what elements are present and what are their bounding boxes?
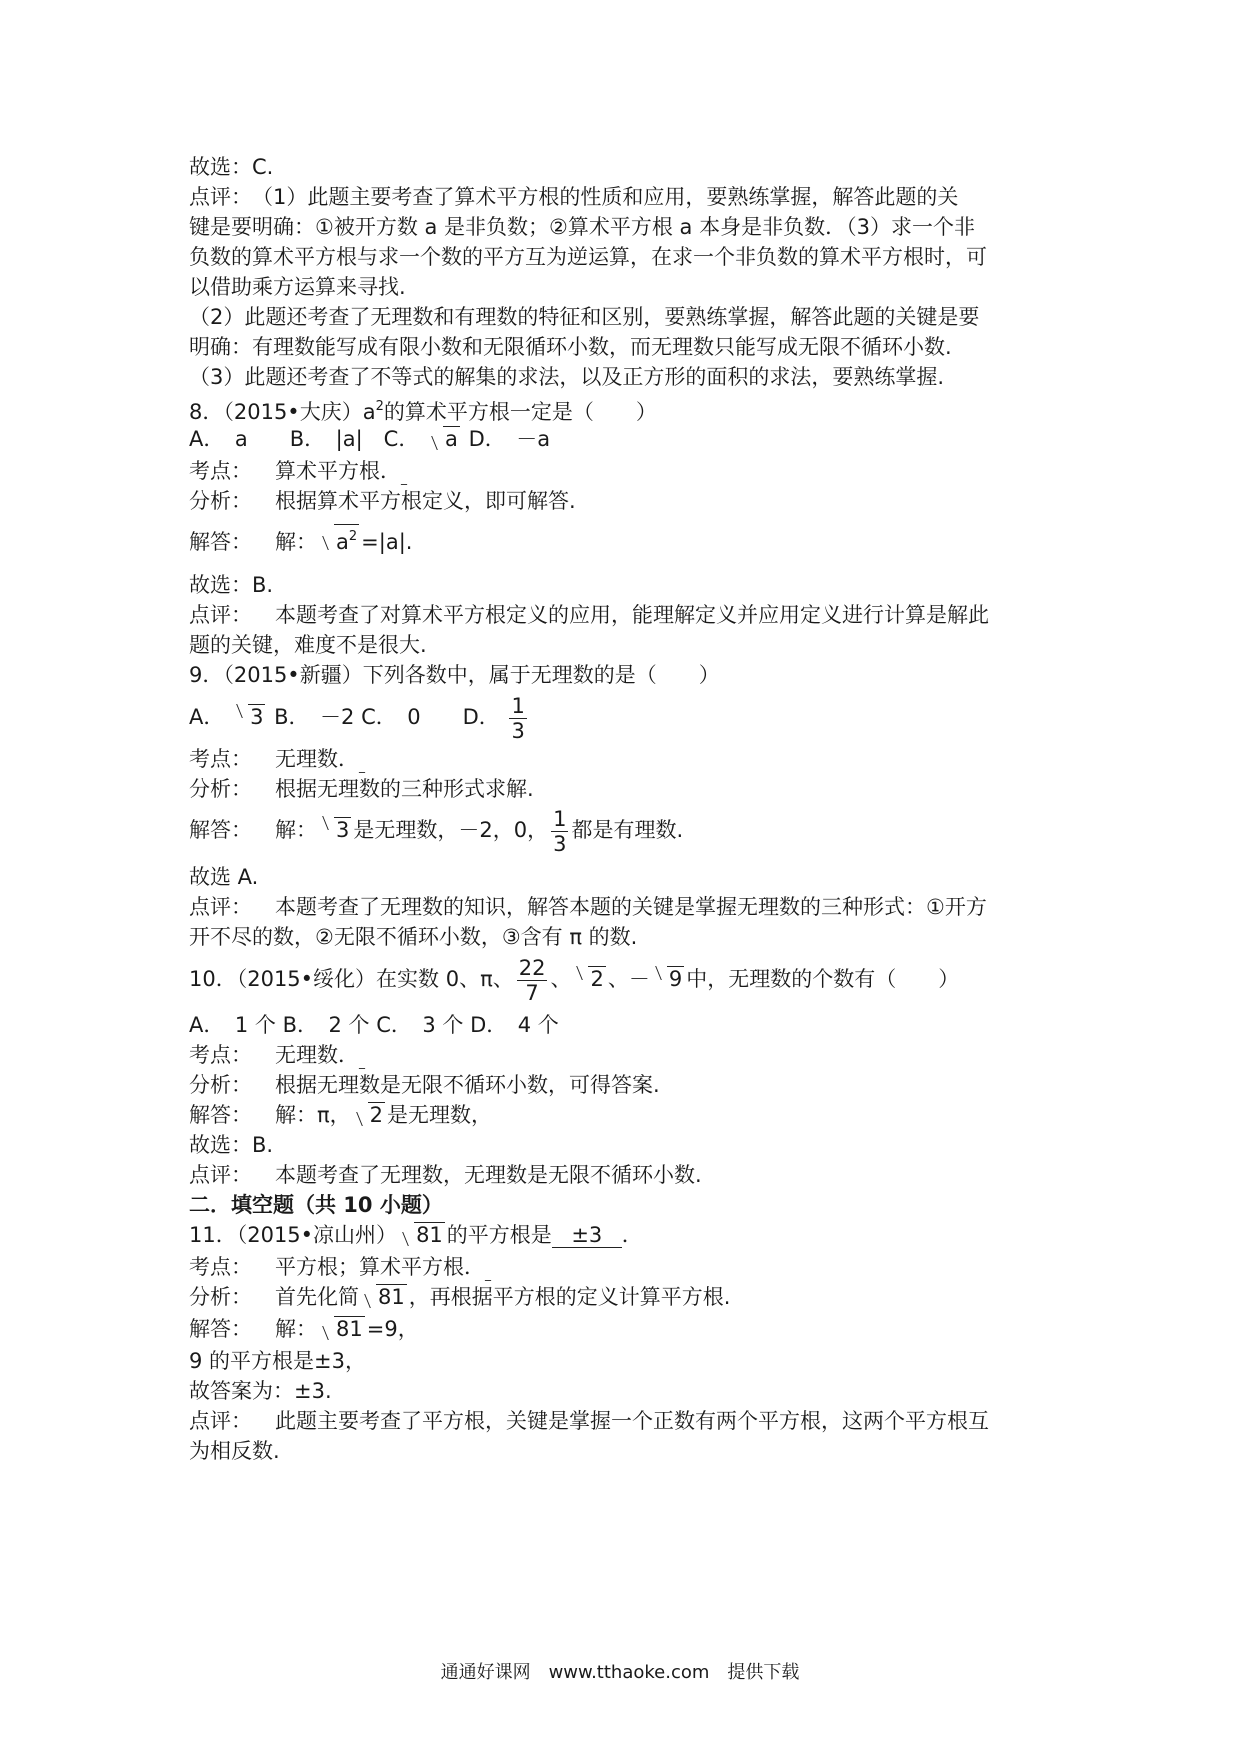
q8-stem-prefix: 8．（2015•大庆）a: [189, 400, 376, 424]
sqrt-symbol: [399, 1220, 445, 1250]
fenxi-prefix: 首先化简: [275, 1285, 359, 1309]
fenxi-suffix: ，再根据平方根的定义计算平方根.: [408, 1285, 731, 1309]
radicand: a: [445, 427, 458, 451]
q11-line2: 9 的平方根是±3，: [189, 1349, 366, 1373]
comment-line: （3）此题还考查了不等式的解集的求法，以及正方形的面积的求法，要熟练掌握.: [189, 365, 945, 389]
comment-line: （2）此题还考查了无理数和有理数的特征和区别，要熟练掌握，解答此题的关键是要: [189, 305, 980, 329]
jieda-suffix: 都是有理数.: [571, 818, 684, 842]
radicand: $a^2$: [334, 524, 359, 553]
comment-line: 键是要明确：①被开方数 a 是非负数；②算术平方根 a 本身是非负数．（3）求一个非: [189, 215, 975, 239]
fenxi-label: 分析：: [189, 1073, 252, 1097]
kaodian-label: 考点：: [189, 1043, 252, 1067]
jieda-suffix: =|a|.: [361, 530, 413, 554]
marker-icon: _: [359, 1055, 365, 1069]
fraction: [551, 807, 568, 856]
kaodian-label: 考点：: [189, 747, 252, 771]
dianping-label: 点评：: [189, 1409, 252, 1433]
q8-guxuan: 故选：B.: [189, 573, 274, 597]
q10-jieda: [189, 1100, 492, 1130]
q10-stem-suffix: 中，无理数的个数有（ ）: [686, 967, 960, 991]
sqrt-symbol: [319, 804, 351, 856]
q11-dianping-cont: 为相反数.: [189, 1439, 280, 1463]
fraction-denominator: 3: [511, 718, 525, 743]
radicand: 81: [378, 1285, 405, 1309]
q9-options: [189, 692, 530, 742]
fraction-denominator: 3: [553, 831, 567, 856]
jieda-label: 解答：: [189, 530, 252, 554]
q9-guxuan: 故选 A.: [189, 865, 259, 889]
radicand: 3: [250, 705, 264, 729]
jieda-suffix: =9，: [366, 1317, 419, 1341]
q11-jieda: [189, 1314, 419, 1344]
section-heading: 二．填空题（共 10 小题）: [189, 1193, 443, 1217]
jieda-prefix: 解：: [275, 530, 317, 554]
q9-dianping: [189, 892, 987, 922]
sqrt-symbol: [428, 424, 460, 454]
q10-kaodian: [189, 1040, 365, 1070]
separator: 、－: [607, 967, 650, 991]
kaodian-text: 算术平方根．: [275, 459, 401, 483]
q8-stem: [189, 392, 657, 422]
sqrt-symbol: [319, 524, 359, 557]
q9-kaodian: [189, 744, 365, 774]
dianping-text: 本题考查了无理数的知识，解答本题的关键是掌握无理数的三种形式：①开方: [275, 895, 987, 919]
radicand: 9: [668, 967, 683, 991]
radicand: 81: [416, 1223, 443, 1247]
fenxi-label: 分析：: [189, 1285, 252, 1309]
sqrt-symbol: [233, 692, 265, 742]
q11-line3: 故答案为：±3.: [189, 1379, 332, 1403]
fenxi-text: 根据算术平方根定义，即可解答.: [275, 489, 576, 513]
fenxi-label: 分析：: [189, 777, 252, 801]
dianping-label: 点评：: [189, 1163, 252, 1187]
q11-kaodian: [189, 1252, 491, 1282]
q11-stem-suffix: ．: [621, 1223, 643, 1247]
jieda-prefix: 解：π，: [275, 1103, 351, 1127]
radicand: 3: [336, 818, 350, 842]
sqrt-symbol: [652, 954, 684, 1004]
q10-dianping: [189, 1160, 702, 1190]
q8-option-d: D． －a: [468, 427, 551, 451]
fraction-numerator: 1: [511, 693, 525, 718]
q9-stem: 9．（2015•新疆）下列各数中，属于无理数的是（ ）: [189, 663, 720, 687]
dianping-label: 点评：: [189, 603, 252, 627]
kaodian-text: 无理数．: [275, 1043, 359, 1067]
answer-blank: ±3: [552, 1223, 622, 1248]
dianping-label: 点评：: [189, 895, 252, 919]
dianping-text: 本题考查了无理数，无理数是无限不循环小数.: [275, 1163, 702, 1187]
q8-options: [189, 424, 550, 454]
q11-dianping: [189, 1406, 989, 1436]
q9-option-a: A．: [189, 705, 225, 729]
marker-icon: _: [485, 1267, 491, 1281]
sqrt-symbol: [353, 1100, 385, 1130]
q10-fenxi: [189, 1070, 660, 1100]
radicand: 81: [336, 1317, 363, 1341]
fenxi-label: 分析：: [189, 489, 252, 513]
kaodian-text: 平方根；算术平方根．: [275, 1255, 485, 1279]
marker-icon: _: [359, 759, 365, 773]
kaodian-label: 考点：: [189, 459, 252, 483]
kaodian-label: 考点：: [189, 1255, 252, 1279]
separator: 、: [550, 967, 572, 991]
fraction-numerator: 1: [553, 806, 567, 831]
fraction: [517, 956, 548, 1005]
q11-fenxi: [189, 1282, 730, 1312]
fenxi-text: 根据无理数是无限不循环小数，可得答案.: [275, 1073, 660, 1097]
page-footer: 通通好课网 www.tthaoke.com 提供下载: [440, 1662, 800, 1683]
jieda-label: 解答：: [189, 1103, 252, 1127]
q11-stem-prefix: 11．（2015•凉山州）: [189, 1223, 398, 1247]
jieda-suffix: 是无理数，: [387, 1103, 493, 1127]
q9-jieda: [189, 804, 683, 856]
sqrt-symbol: [573, 954, 605, 1004]
q10-stem-prefix: 10．（2015•绥化）在实数 0、π、: [189, 967, 514, 991]
dianping-text: 此题主要考查了平方根，关键是掌握一个正数有两个平方根，这两个平方根互: [275, 1409, 989, 1433]
radicand: 2: [590, 967, 604, 991]
comment-line: 负数的算术平方根与求一个数的平方互为逆运算，在求一个非负数的算术平方根时，可: [189, 245, 987, 269]
jieda-label: 解答：: [189, 1317, 252, 1341]
q11-stem: [189, 1220, 643, 1250]
fraction-denominator: 7: [525, 980, 539, 1005]
fraction-numerator: 22: [518, 955, 546, 980]
q8-dianping-cont: 题的关键，难度不是很大.: [189, 633, 427, 657]
fraction: [509, 694, 526, 743]
q9-fenxi: [189, 774, 534, 804]
jieda-prefix: 解：: [275, 1317, 317, 1341]
sqrt-symbol: [319, 1314, 365, 1344]
comment-line: 点评： （1）此题主要考查了算术平方根的性质和应用，要熟练掌握，解答此题的关: [189, 185, 959, 209]
comment-line: 明确：有理数能写成有限小数和无限循环小数，而无理数只能写成无限不循环小数.: [189, 335, 952, 359]
q10-guxuan: 故选：B.: [189, 1133, 274, 1157]
q8-stem-suffix: 的算术平方根一定是（ ）: [383, 400, 657, 424]
q9-dianping-cont: 开不尽的数，②无限不循环小数，③含有 π 的数.: [189, 925, 638, 949]
q8-dianping: [189, 600, 989, 630]
q9-options-bcd: B． －2 C． 0 D．: [274, 705, 500, 729]
kaodian-text: 无理数．: [275, 747, 359, 771]
fenxi-text: 根据无理数的三种形式求解.: [275, 777, 534, 801]
q8-jieda: [189, 524, 412, 554]
q10-stem: [189, 954, 959, 1004]
q10-options: A． 1 个 B． 2 个 C． 3 个 D． 4 个: [189, 1013, 559, 1037]
q11-stem-middle: 的平方根是: [446, 1223, 552, 1247]
jieda-middle: 是无理数，－2，0，: [353, 818, 549, 842]
q8-options-ab: A． a B． |a| C．: [189, 427, 420, 451]
q8-kaodian: [189, 456, 407, 486]
q8-fenxi: [189, 486, 576, 516]
radicand: 2: [369, 1103, 384, 1127]
sqrt-symbol: [361, 1282, 407, 1312]
jieda-prefix: 解：: [275, 818, 317, 842]
q8-exponent: 2: [375, 399, 384, 414]
dianping-text: 本题考查了对算术平方根定义的应用，能理解定义并应用定义进行计算是解此: [275, 603, 989, 627]
comment-line: 以借助乘方运算来寻找.: [189, 275, 406, 299]
marker-icon: _: [401, 471, 407, 485]
answer-line: 故选：C.: [189, 155, 274, 179]
jieda-label: 解答：: [189, 818, 252, 842]
